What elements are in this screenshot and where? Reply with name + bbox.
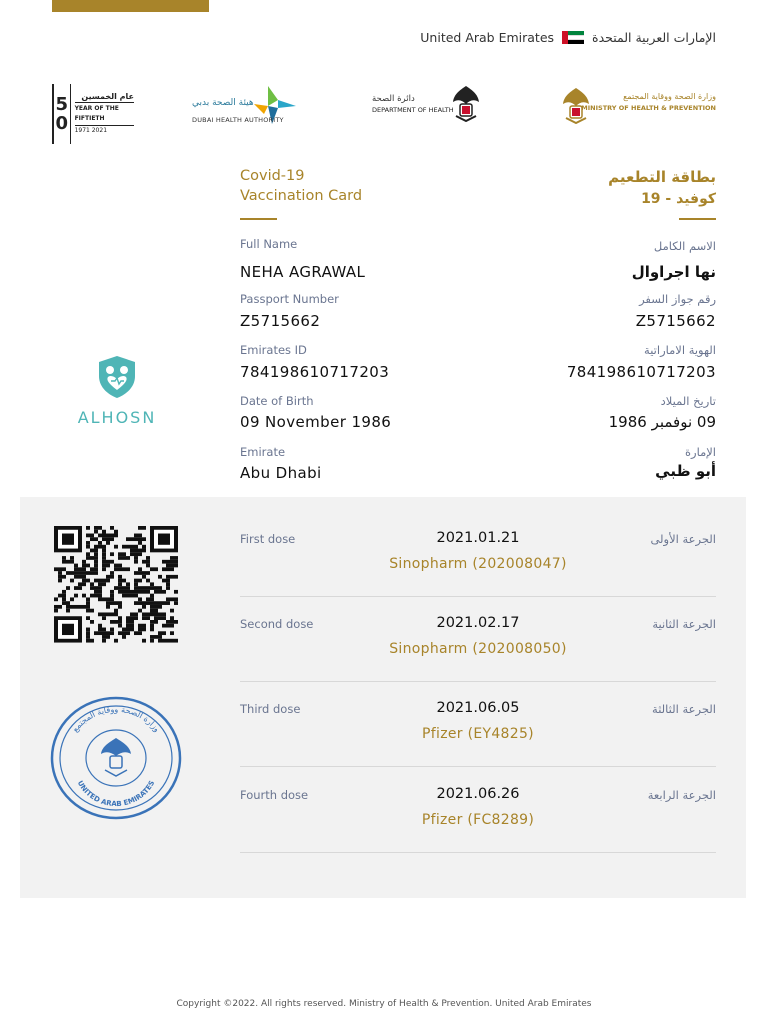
emirate-value-en: Abu Dhabi (240, 464, 322, 482)
card-title-en-line1: Covid-19 (240, 168, 305, 184)
dose-date: 2021.06.26 (436, 786, 520, 802)
dose-row (240, 512, 716, 597)
falcon-emblem-icon (450, 84, 482, 122)
emirate-label-en: Emirate (240, 445, 286, 459)
dose-label-ar: الجرعة الثانية (652, 617, 716, 631)
full-name-label-en: Full Name (240, 237, 298, 251)
passport-label-ar: رقم جواز السفر (639, 292, 716, 306)
country-name-en: United Arab Emirates (420, 30, 555, 45)
year50-en: YEAR OF THE FIFTIETH (75, 102, 134, 126)
card-title-ar-line2: كوفيد - 19 (641, 191, 716, 207)
dob-label-en: Date of Birth (240, 394, 314, 408)
emirate-value-ar: أبو ظبي (655, 462, 716, 480)
dob-value-ar: 09 نوفمبر 1986 (608, 413, 716, 431)
top-accent-bar (52, 0, 209, 12)
seal-ar-outer-text: وزارة الصحة ووقاية المجتمع (70, 704, 162, 734)
dose-date: 2021.02.17 (436, 615, 520, 631)
mohap-en: MINISTRY OF HEALTH & PREVENTION (581, 104, 716, 112)
year50-years: 1971 2021 (74, 127, 108, 134)
card-title-en-line2: Vaccination Card (240, 188, 363, 204)
dubai-health-authority-logo (192, 86, 302, 126)
dob-label-ar: تاريخ الميلاد (660, 394, 716, 408)
dha-ar: هيئة الصحة بدبي (192, 98, 254, 108)
emirates-id-value-en: 784198610717203 (240, 363, 390, 381)
title-underline-right (679, 218, 716, 220)
dose-row (240, 768, 716, 853)
dose-vaccine: Sinopharm (202008047) (389, 556, 567, 572)
alhosn-shield-icon (95, 354, 139, 400)
authority-logos (52, 84, 716, 144)
card-title-ar (608, 166, 716, 210)
dob-value-en: 09 November 1986 (240, 413, 392, 431)
dose-label-en: Second dose (240, 617, 314, 631)
qr-code-icon[interactable] (52, 526, 180, 646)
dose-label-ar: الجرعة الأولى (650, 532, 716, 546)
logo-50-digit-bottom: 0 (55, 113, 69, 134)
dose-divider (240, 766, 716, 767)
country-name-ar: الإمارات العربية المتحدة (592, 30, 716, 45)
dose-vaccine: Sinopharm (202008050) (389, 641, 567, 657)
department-of-health-logo (372, 84, 482, 124)
year50-ar: عام الخمسين (81, 92, 134, 101)
ministry-seal-stamp (50, 696, 182, 820)
alhosn-logo (54, 354, 180, 470)
card-title-en (240, 166, 362, 206)
passport-value-en: Z5715662 (240, 312, 321, 330)
dose-vaccine: Pfizer (FC8289) (421, 812, 535, 828)
seal-en-inner-text: UNITED ARAB EMIRATES (75, 779, 157, 809)
svg-text:UNITED ARAB EMIRATES (76, 779, 157, 808)
full-name-label-ar: الاسم الكامل (653, 239, 716, 253)
country-header (420, 30, 716, 45)
dose-date: 2021.06.05 (436, 700, 520, 716)
dose-label-en: Third dose (240, 702, 301, 716)
title-underline-left (240, 218, 277, 220)
full-name-value-ar: نها اجراوال (631, 263, 716, 281)
dose-row (240, 682, 716, 767)
emirate-label-ar: الإمارة (685, 445, 716, 459)
alhosn-name: ALHOSN (77, 408, 157, 427)
passport-value-ar: Z5715662 (635, 312, 716, 330)
copyright-footer: Copyright ©2022. All rights reserved. Ministry of Health & Prevention. United Arab Emirates (176, 999, 592, 1009)
passport-label-en: Passport Number (240, 292, 339, 306)
dose-date: 2021.01.21 (436, 530, 520, 546)
emirates-id-value-ar: 784198610717203 (566, 363, 716, 381)
doh-en: DEPARTMENT OF HEALTH (372, 106, 454, 114)
dha-en: DUBAI HEALTH AUTHORITY (192, 116, 284, 124)
dose-vaccine: Pfizer (EY4825) (422, 726, 534, 742)
dose-divider (240, 852, 716, 853)
doh-ar: دائرة الصحة (372, 94, 415, 104)
dose-row (240, 597, 716, 682)
year-of-fiftieth-logo (52, 84, 134, 144)
uae-flag-icon (562, 31, 584, 44)
logo-50-digit-top: 5 (55, 94, 69, 115)
emirates-id-label-ar: الهوية الاماراتية (644, 343, 716, 357)
full-name-value-en: NEHA AGRAWAL (240, 263, 366, 281)
mohap-ar: وزارة الصحة ووقاية المجتمع (623, 92, 716, 101)
dose-label-ar: الجرعة الثالثة (652, 702, 716, 716)
dose-label-en: First dose (240, 532, 296, 546)
card-title-ar-line1: بطاقة التطعيم (608, 168, 716, 186)
dose-label-ar: الجرعة الرابعة (647, 788, 716, 802)
ministry-of-health-logo (560, 84, 716, 124)
dose-label-en: Fourth dose (240, 788, 309, 802)
emirates-id-label-en: Emirates ID (240, 343, 307, 357)
